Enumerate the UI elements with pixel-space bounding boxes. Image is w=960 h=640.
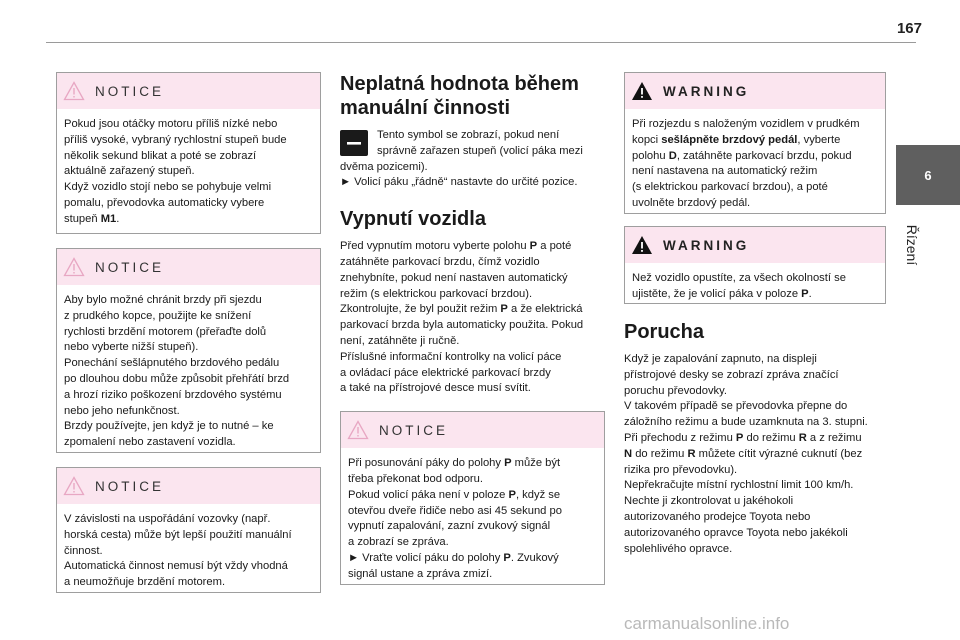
text-line: z prudkého kopce, použijte ke snížení [64,309,252,322]
text-line [348,488,596,504]
text-line: po dlouhou dobu může způsobit přehřátí brzd [64,372,290,385]
chapter-title-text: Řízení [904,224,920,266]
gear-label: R [687,447,696,460]
notice-triangle-icon [63,257,85,277]
gear-label: D [668,149,677,162]
gear-label: P [503,551,511,564]
text-line: znehybníte, pokud není nastaven automatický [340,271,568,284]
notice-label: NOTICE [95,83,165,99]
notice-box [56,72,321,234]
gear-label: P [504,457,512,470]
chapter-title [902,215,922,275]
chapter-number: 6 [924,167,932,183]
text-line: přístrojové desky se zobrazí zpráva značící [624,368,839,381]
text-line [64,212,312,228]
warning-text [625,109,885,221]
text-span: . [808,287,812,300]
text-span: stupeň [64,212,101,225]
text-line: Pokud jsou otáčky motoru příliš nízké nebo [64,118,278,130]
text-line: spolehlivého opravce. [624,542,733,555]
text-span: můžete cítit výrazné cuknutí (bez [695,447,863,460]
section-body [340,239,605,397]
text-span: , zatáhněte parkovací brzdu, pokud [676,149,852,162]
warning-text [625,263,885,312]
text-line: V takovém případě se převodovka přepne do [624,400,848,413]
text-line: pomalu, převodovka automaticky vybere [64,196,265,209]
column-middle [340,72,605,585]
warning-label: WARNING [663,83,750,99]
text-line: správně zařazen stupeň (volicí páka mezi [377,144,583,157]
notice-text [57,109,320,237]
notice-header [57,249,320,285]
section-body [340,128,605,191]
text-line: a hrozí riziko poškození brzdového systému [64,388,282,401]
text-line: aktuálně zařazený stupeň. [64,165,195,178]
watermark: carmanualsonline.info [624,614,790,633]
text-line [348,456,596,472]
text-line [632,287,877,303]
text-line [340,239,605,255]
text-line: Ponechání sešlápnutého brzdového pedálu [64,357,280,370]
text-line: záložního režimu a bude uzamknuta na 3. stupni. [624,416,868,429]
symbol-row [340,128,605,160]
warning-label: WARNING [663,237,750,253]
text-line: a zobrazí se zpráva. [348,536,449,549]
text-span: může být [511,457,561,470]
warning-box [624,226,886,304]
gear-label: P [500,303,508,316]
warning-box [624,72,886,214]
text-line: poruchu převodovky. [624,384,728,397]
text-line: režim (s elektrickou parkovací brzdou). [340,287,533,300]
gear-label: P [735,431,744,444]
text-span: Při posunování páky do polohy [348,457,505,470]
text-line: ► Volicí páku „řádně“ nastavte do určité pozice. [340,176,578,189]
text-line: rychlosti brzdění motorem (přeřaďte dolů [64,325,267,338]
warning-header [625,73,885,109]
text-span: ujistěte, že je volicí páka v poloze [632,287,802,300]
notice-label: NOTICE [95,259,165,275]
text-span: a poté [537,240,572,253]
section-title [340,72,605,120]
gear-label: P [508,488,516,501]
notice-header [341,412,604,448]
gear-label: N [624,447,633,460]
notice-triangle-icon [63,81,85,101]
text-line: činnost. [64,544,103,557]
page-number: 167 [896,20,922,37]
text-line: a neumožňuje brzdění motorem. [64,576,226,589]
chapter-tab[interactable] [896,145,960,205]
notice-header [57,468,320,504]
gear-label: P [801,287,809,300]
text-line: zpomalení nebo zastavení vozidla. [64,436,236,449]
text-line: autorizovaného prodejce Toyota nebo [624,510,811,523]
text-line: autorizovaného opravce Toyota nebo jakékoli [624,526,848,539]
text-span: , vyberte [797,133,841,146]
header-divider [46,42,916,43]
text-line: Nepřekračujte místní rychlostní limit 100 km/h. [624,479,854,492]
title-line: manuální činnosti [340,97,511,119]
text-span: Pokud volicí páka není v poloze [348,488,509,501]
text-line: několik sekund blikat a poté se zobrazí [64,149,257,162]
text-span: kopci [632,133,662,146]
text-line: Brzdy používejte, jen když je to nutné – ke [64,420,274,433]
text-line: Příslušné informační kontrolky na volicí páce [340,350,562,363]
warning-header [625,227,885,263]
gear-label: P [529,240,538,253]
section-title: Vypnutí vozidla [340,208,486,231]
text-line: není nastavena na automatický režim [632,165,818,178]
text-line: není, zatáhněte ji ručně. [340,334,460,347]
text-line: dvěma pozicemi). [340,160,428,173]
notice-box [56,248,321,453]
text-line: horská cesta) může být lepší použití manuální [64,528,292,541]
text-line: nebo jeho nefunkčnost. [64,404,180,417]
text-line: nebo vyberte nižší stupeň). [64,341,199,354]
text-line: Nechte ji zkontrolovat u jakéhokoli [624,495,794,508]
notice-triangle-icon [63,476,85,496]
text-line: rizika pro převodovku). [624,463,738,476]
notice-text [341,448,604,591]
symbol-text [377,128,583,160]
notice-label: NOTICE [379,422,449,438]
text-span: do režimu [743,431,799,444]
text-line [632,149,877,165]
text-line: Tento symbol se zobrazí, pokud není [377,129,560,141]
text-line: signál ustane a zpráva zmizí. [348,567,493,580]
text-line [340,302,605,318]
notice-triangle-icon [347,420,369,440]
column-right [624,72,886,557]
text-span: , když se [515,488,561,501]
column-left [56,72,321,593]
text-line: Při rozjezdu s naloženým vozidlem v prudkém [632,118,860,130]
text-line: Když vozidlo stojí nebo se pohybuje velmi [64,181,272,194]
title-line: Neplatná hodnota během [340,73,579,95]
text-line: Když je zapalování zapnuto, na displeji [624,353,817,365]
text-span: Před vypnutím motoru vyberte polohu [340,240,530,253]
text-line: zatáhněte parkovací brzdu, čímž vozidlo [340,255,540,268]
notice-header [57,73,320,109]
warning-triangle-icon [631,81,653,101]
text-line: Automatická činnost nemusí být vždy vhodná [64,560,288,573]
text-line: příliš vysoké, vybraný rychlostní stupeň bude [64,133,287,146]
text-line: a ovládací páce elektrické parkovací brzdy [340,366,551,379]
notice-text [57,504,320,600]
gear-label: M1 [100,212,117,225]
warning-triangle-icon [631,235,653,255]
dash-symbol-icon [340,130,368,156]
text-line: uvolněte brzdový pedál. [632,196,751,209]
text-line [348,551,596,567]
text-line: Aby bylo možné chránit brzdy při sjezdu [64,294,262,306]
text-line: Než vozidlo opustíte, za všech okolností se [632,272,846,284]
text-line: V závislosti na uspořádání vozovky (např. [64,513,271,525]
text-line [624,431,886,447]
text-line: (s elektrickou parkovací brzdou), a poté [632,181,828,194]
text-span: . Zvukový [510,551,559,564]
text-line: otevřou dveře řidiče nebo asi 45 sekund po [348,504,562,517]
text-span: ► Vraťte volicí páku do polohy [348,551,504,564]
gear-label: R [798,431,807,444]
text-span: a z režimu [806,431,862,444]
text-span: . [116,212,120,225]
text-span: a že elektrická [507,303,583,316]
text-span: polohu [632,149,669,162]
text-span: Zkontrolujte, že byl použit režim [340,303,501,316]
text-line: parkovací brzda byla automaticky použita. Pokud [340,319,584,332]
section-body [624,352,886,557]
text-line [624,447,886,463]
text-span: do režimu [632,447,688,460]
notice-text [57,285,320,460]
text-line: vypnutí zapalování, zazní zvukový signál [348,520,551,533]
text-line [632,133,877,149]
text-line: a také na přístrojové desce musí svítit. [340,382,531,395]
bold-phrase: sešlápněte brzdový pedál [661,133,798,146]
notice-box [340,411,605,585]
text-span: Při přechodu z režimu [624,431,736,444]
text-line: třeba překonat bod odporu. [348,472,483,485]
notice-box [56,467,321,593]
section-title: Porucha [624,321,705,343]
notice-label: NOTICE [95,478,165,494]
